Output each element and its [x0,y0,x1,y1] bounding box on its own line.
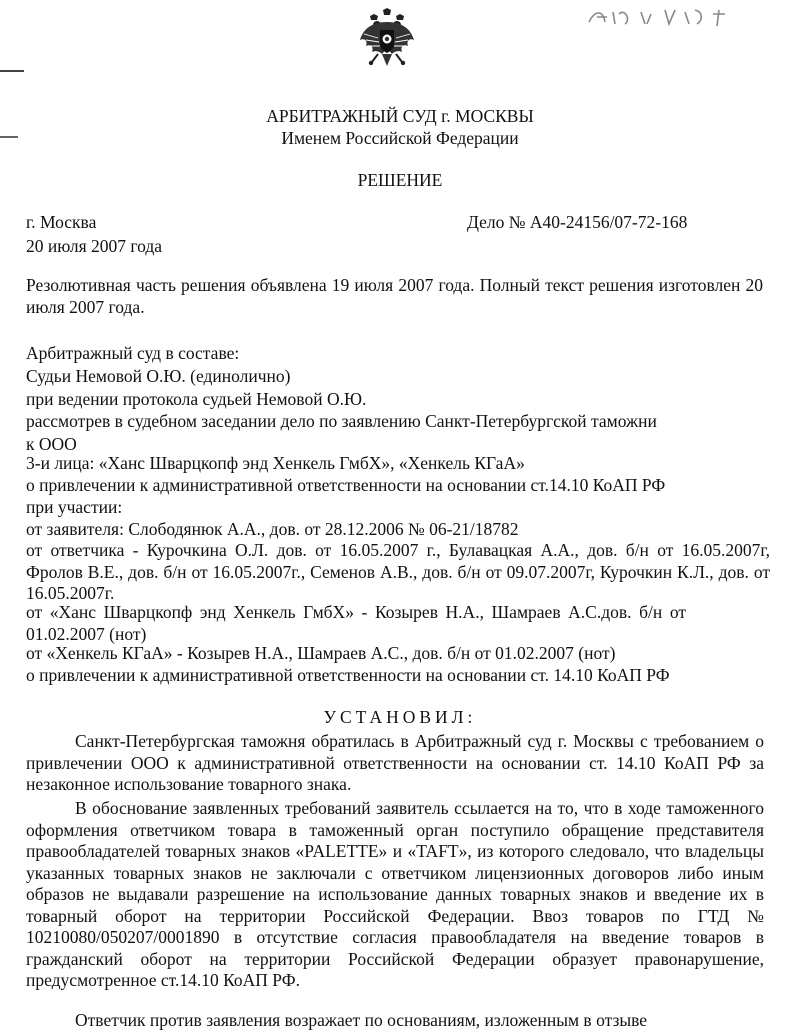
established-heading: УСТАНОВИЛ: [323,707,477,727]
in-the-name-of: Именем Российской Федерации [281,128,519,148]
decision-date: 20 июля 2007 года [26,236,163,256]
city: г. Москва [26,212,97,232]
composition-line: при участии: [26,497,123,517]
handwritten-note [585,6,745,30]
established-paragraph-2: В обоснование заявленных требований заявитель ссылается на то, что в ходе таможенного оформления ответчиком товара в таможенный орган поступило обращение представителя правообладателей товарных знаков «PALETTE» и «TAFT», из которого следовало, что владельцы указанных товарных знаков не заключали с ответчиком лицензионных договоров либо иным образов не выдавали разрешение на использование данных товарных знаков и введение их в товарный оборот на территории Российской Федерации. Ввоз товаров по ГТД № 10210080/050207/0001890 в отсутствие согласия правообладателя на введение товаров в гражданский оборот на территории Российской Федерации образует правонарушение, предусмотренное ст.14.10 КоАП РФ. [26,798,764,990]
third-party-2-representatives: от «Хенкель КГаА» - Козырев Н.А., Шамраев А.С., дов. б/н от 01.02.2007 (нот) [26,643,616,663]
composition-line: о привлечении к административной ответственности на основании ст.14.10 КоАП РФ [26,475,666,495]
composition-line: к ООО [26,434,77,454]
composition-line: Арбитражный суд в составе: [26,343,240,363]
established-paragraph-3: Ответчик против заявления возражает по основаниям, изложенным в отзыве [75,1010,648,1030]
margin-mark [0,70,24,72]
composition-line: 3-и лица: «Ханс Шварцкопф энд Хенкель ГмбХ», «Хенкель КГаА» [26,453,525,473]
respondent-representatives: от ответчика - Курочкина О.Л. дов. от 16.05.2007 г., Булавацкая А.А., дов. б/н от 16.05.2007г, Фролов В.Е., дов. б/н от 16.05.2007г., Семенов А.В., дов. б/н от 09.07.2007г, Курочкин К.Л., дов. от 16.05.2007г. [26,540,770,603]
composition-line: от заявителя: Слободянюк А.А., дов. от 28.12.2006 № 06-21/18782 [26,519,519,539]
document-title: РЕШЕНИЕ [357,170,443,190]
established-paragraph-1: Санкт-Петербургская таможня обратилась в Арбитражный суд г. Москвы с требованием о привлечении ООО к административной ответственности на основании ст. 14.10 КоАП РФ за незаконное использование товарного знака. [26,731,764,794]
composition-line: при ведении протокола судьей Немовой О.Ю. [26,389,367,409]
case-number: Дело № А40-24156/07-72-168 [467,212,688,232]
case-subject: о привлечении к административной ответственности на основании ст. 14.10 КоАП РФ [26,665,670,685]
resolution-paragraph: Резолютивная часть решения объявлена 19 июля 2007 года. Полный текст решения изготовлен 20 июля 2007 года. [26,275,763,317]
third-party-1-representatives: от «Ханс Шварцкопф энд Хенкель ГмбХ» - Козырев Н.А., Шамраев А.С.дов. б/н от 01.02.2007 (нот) [26,602,686,644]
court-name: АРБИТРАЖНЫЙ СУД г. МОСКВЫ [266,106,534,126]
composition-line: рассмотрев в судебном заседании дело по заявлению Санкт-Петербургской таможни [26,411,657,431]
russian-coat-of-arms-icon [358,8,416,72]
composition-line: Судьи Немовой О.Ю. (единолично) [26,366,291,386]
